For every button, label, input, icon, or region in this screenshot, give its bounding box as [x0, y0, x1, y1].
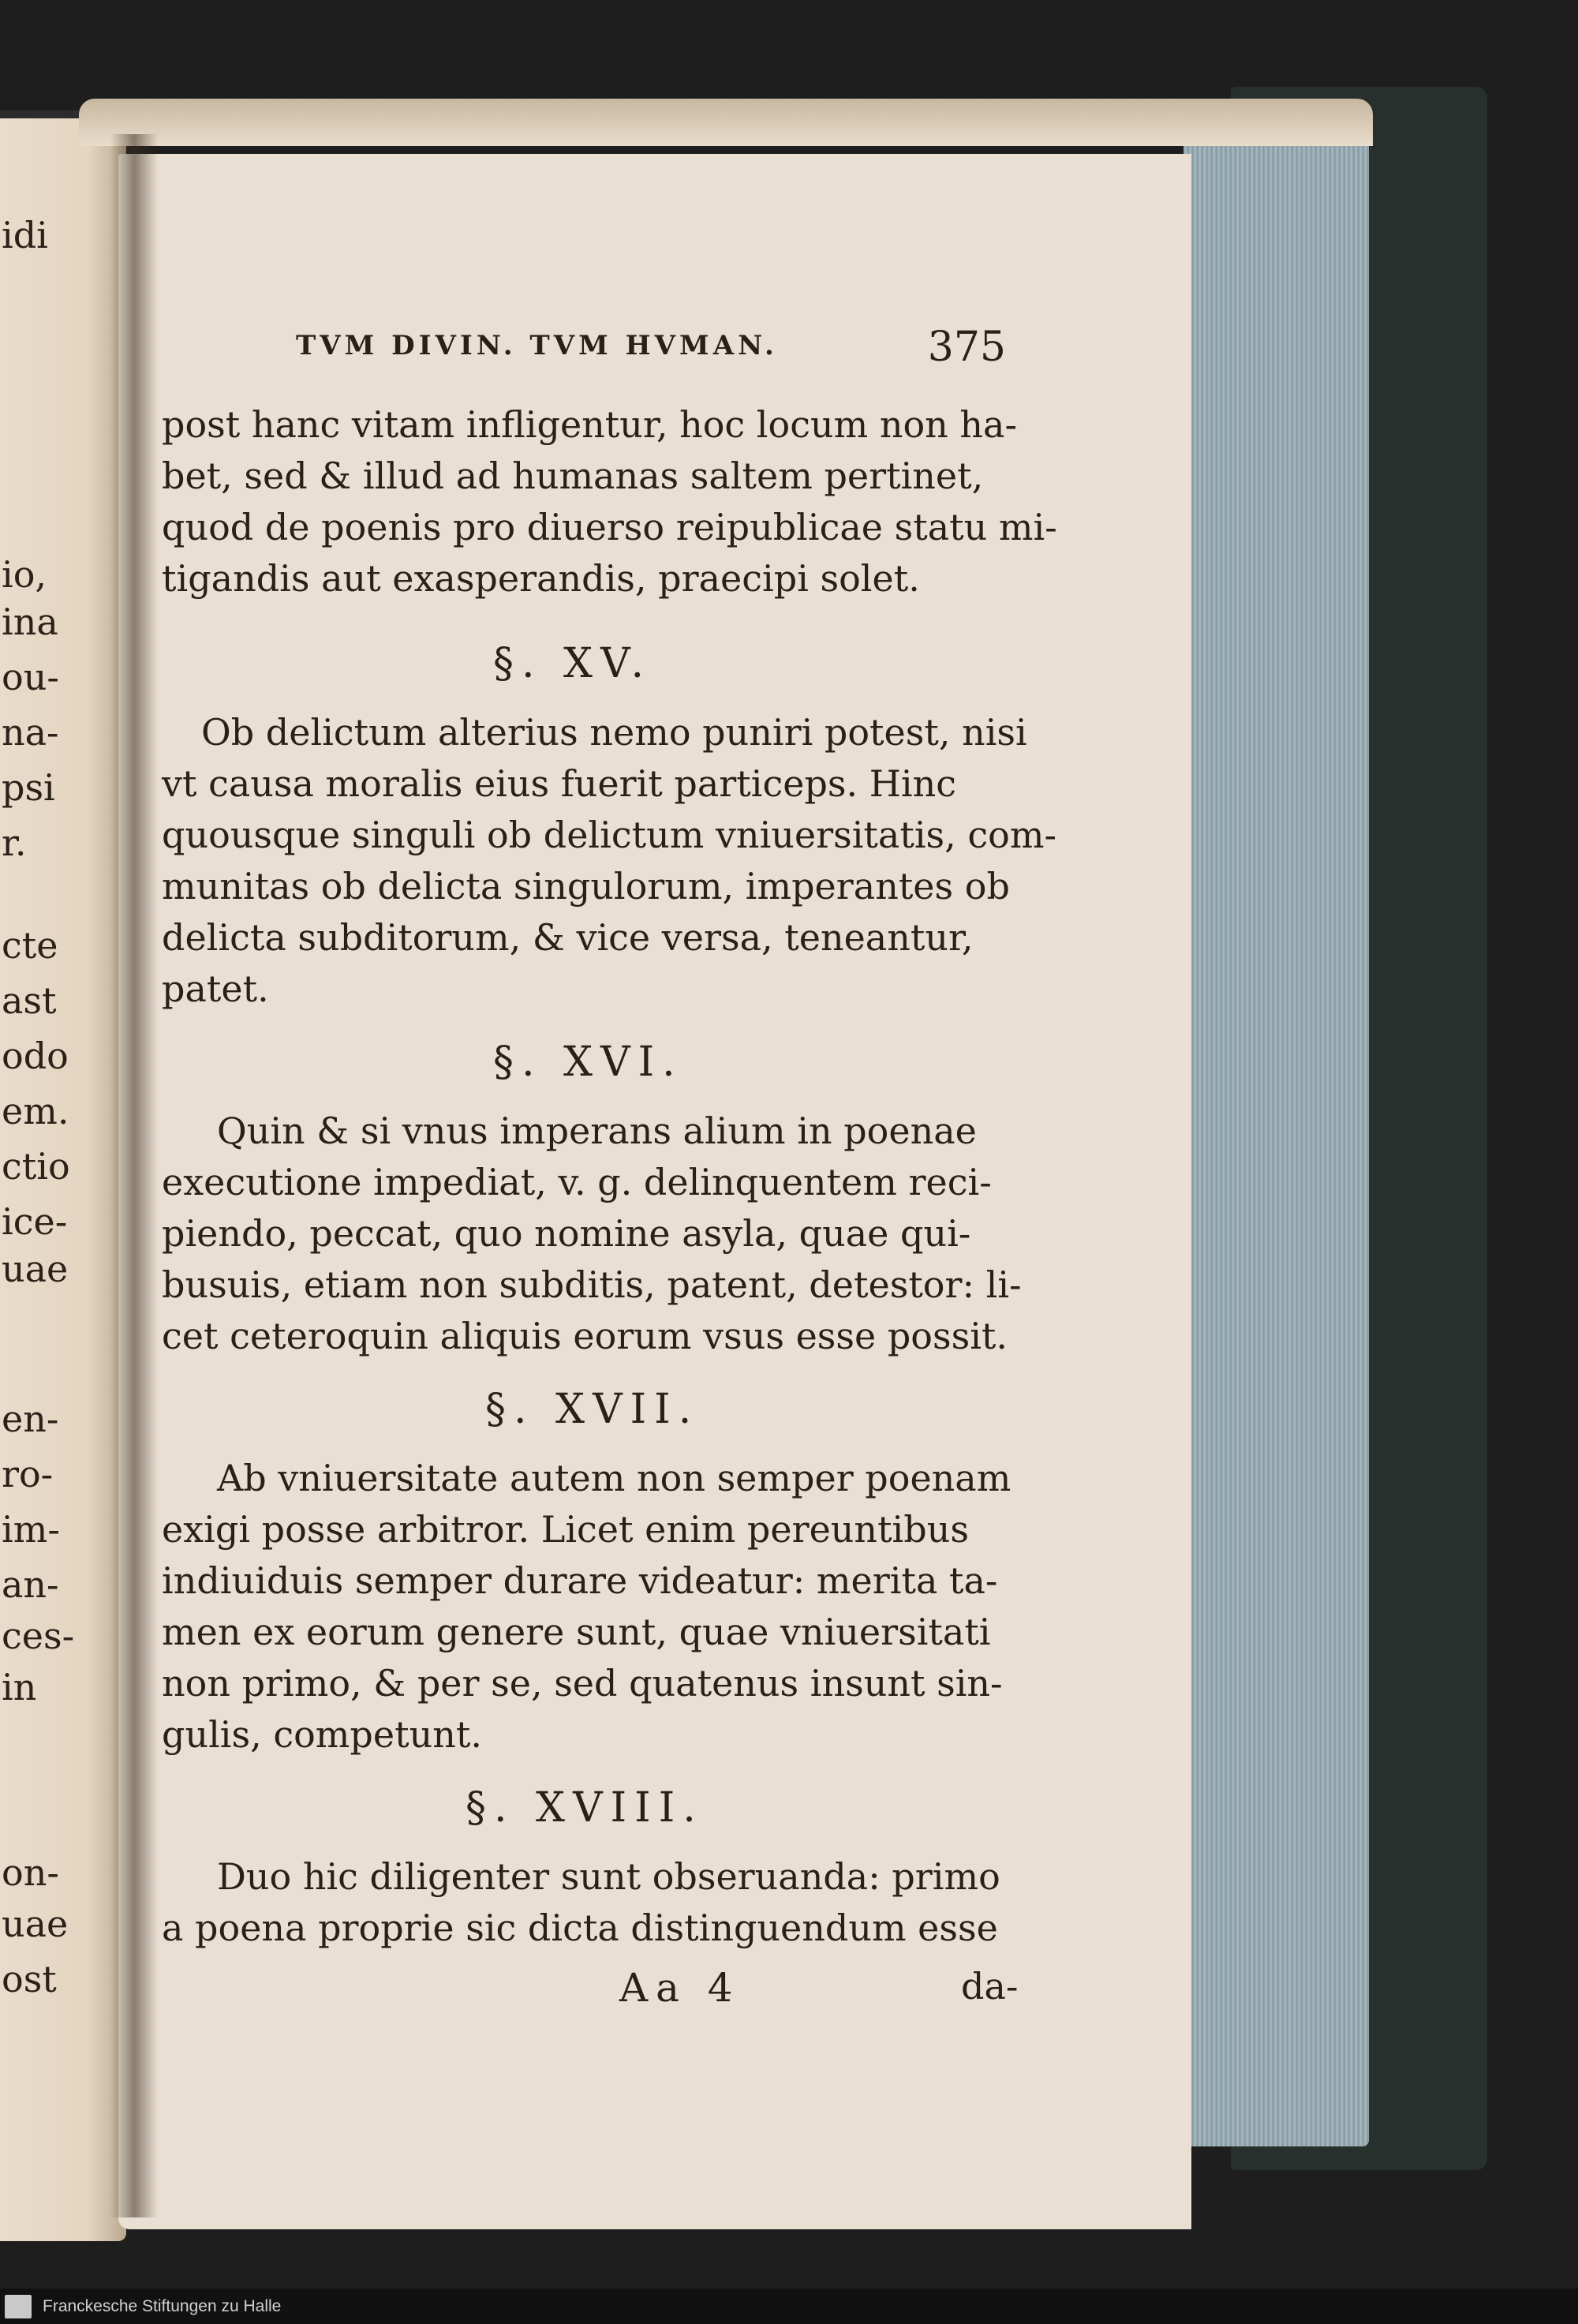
- text-line: a poena proprie sic dicta distinguendum esse: [162, 1907, 998, 1949]
- text-line: quousque singuli ob delictum vniuersitatis, com-: [162, 814, 1057, 856]
- text-line: cet ceteroquin aliquis eorum vsus esse possit.: [162, 1315, 1008, 1357]
- text-line: Ab vniuersitate autem non semper poenam: [217, 1457, 1011, 1499]
- margin-fragment: on-: [2, 1851, 59, 1894]
- text-line: delicta subditorum, & vice versa, teneantur,: [162, 916, 974, 959]
- footer-bar: [0, 2288, 1578, 2324]
- footer-credit: Franckesche Stiftungen zu Halle: [43, 2297, 282, 2315]
- institution-logo-icon: [5, 2295, 32, 2318]
- margin-fragment: im-: [2, 1508, 60, 1551]
- margin-fragment: ice-: [2, 1200, 68, 1243]
- margin-fragment: odo: [2, 1035, 69, 1077]
- margin-fragment: ces-: [2, 1615, 75, 1657]
- margin-fragment: em.: [2, 1090, 69, 1132]
- text-line: busuis, etiam non subditis, patent, detestor: li-: [162, 1263, 1022, 1306]
- margin-fragment: ctio: [2, 1145, 70, 1188]
- text-line: tigandis aut exasperandis, praecipi solet.: [162, 557, 920, 600]
- text-line: men ex eorum genere sunt, quae vniuersitati: [162, 1611, 991, 1653]
- margin-fragment: ina: [2, 601, 58, 643]
- text-line: vt causa moralis eius fuerit particeps. Hinc: [162, 762, 956, 805]
- text-line: Ob delictum alterius nemo puniri potest, nisi: [201, 711, 1027, 754]
- catchword: da-: [961, 1965, 1019, 2008]
- text-line: Duo hic diligenter sunt obseruanda: primo: [217, 1855, 1000, 1898]
- text-line: munitas ob delicta singulorum, imperantes ob: [162, 865, 1010, 908]
- text-line: patet.: [162, 967, 269, 1010]
- margin-fragment: ou-: [2, 656, 59, 698]
- margin-fragment: ost: [2, 1958, 57, 2000]
- margin-fragment: uae: [2, 1248, 69, 1290]
- margin-fragment: io,: [2, 553, 47, 596]
- text-line: executione impediat, v. g. delinquentem reci-: [162, 1161, 992, 1203]
- page-top-edge: [79, 99, 1373, 146]
- section-heading-xvii: §. XVII.: [485, 1386, 700, 1433]
- text-line: piendo, peccat, quo nomine asyla, quae qui-: [162, 1212, 971, 1255]
- margin-fragment: in: [2, 1666, 37, 1708]
- text-line: indiuiduis semper durare videatur: merita ta-: [162, 1559, 998, 1602]
- margin-fragment: en-: [2, 1398, 59, 1440]
- section-heading-xv: §. XV.: [493, 640, 653, 687]
- margin-fragment: psi: [2, 766, 55, 809]
- left-page-edge: [0, 118, 126, 2241]
- page-edges: [1184, 122, 1369, 2146]
- gutter-shadow: [110, 134, 158, 2217]
- text-line: Quin & si vnus imperans alium in poenae: [217, 1110, 977, 1152]
- margin-fragment: cte: [2, 924, 58, 967]
- margin-fragment: idi: [2, 214, 48, 256]
- text-line: quod de poenis pro diuerso reipublicae statu mi-: [162, 506, 1057, 548]
- margin-fragment: na-: [2, 711, 59, 754]
- section-heading-xvi: §. XVI.: [493, 1039, 683, 1086]
- margin-fragment: uae: [2, 1903, 69, 1945]
- running-head-title: TVM DIVIN. TVM HVMAN.: [296, 330, 778, 361]
- text-line: non primo, & per se, sed quatenus insunt sin-: [162, 1662, 1003, 1705]
- margin-fragment: r.: [2, 821, 27, 864]
- running-head: [296, 324, 1006, 371]
- text-line: exigi posse arbitror. Licet enim pereuntibus: [162, 1508, 969, 1551]
- page-number: 375: [927, 324, 1006, 371]
- margin-fragment: ro-: [2, 1453, 54, 1495]
- text-line: post hanc vitam infligentur, hoc locum non ha-: [162, 403, 1017, 446]
- margin-fragment: an-: [2, 1563, 59, 1606]
- section-heading-xviii: §. XVIII.: [466, 1784, 704, 1832]
- text-line: bet, sed & illud ad humanas saltem pertinet,: [162, 455, 984, 497]
- margin-fragment: ast: [2, 979, 57, 1022]
- text-line: gulis, competunt.: [162, 1713, 482, 1756]
- signature-mark: Aa 4: [619, 1965, 741, 2011]
